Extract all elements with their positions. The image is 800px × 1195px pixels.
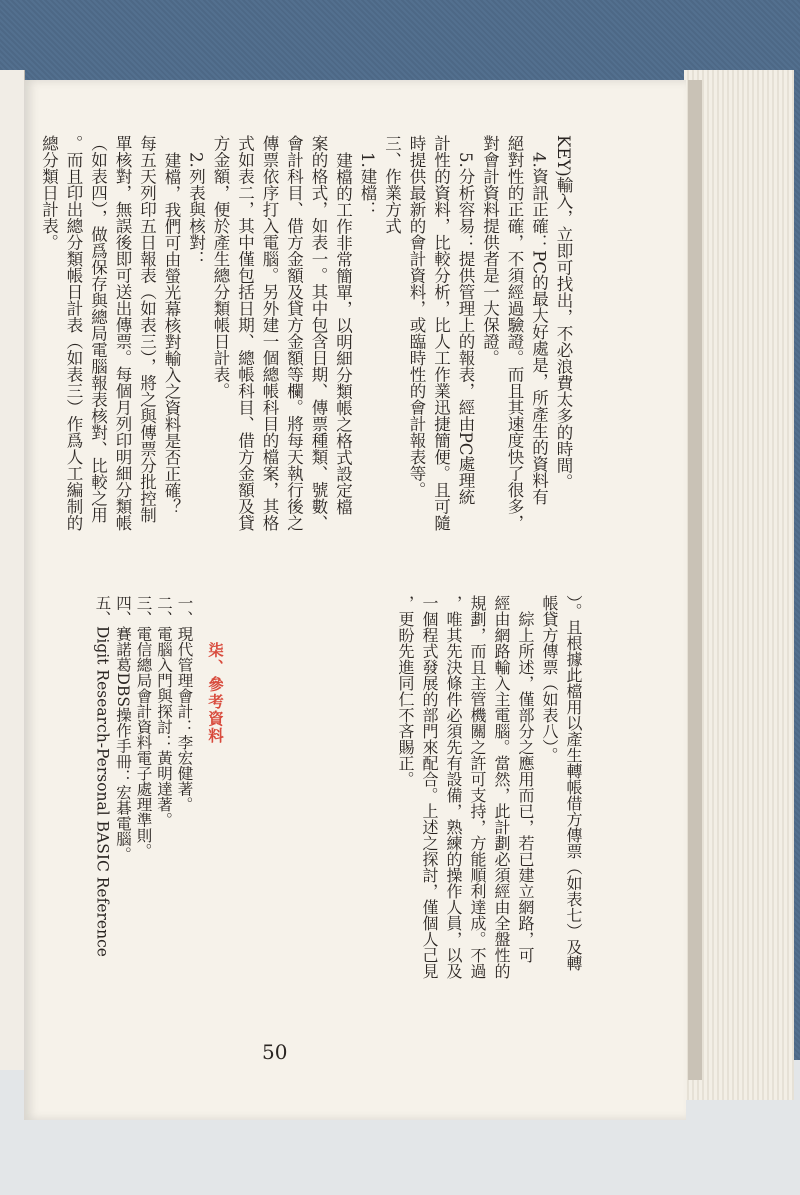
upper-text-column — [40, 135, 575, 555]
upper-line: 單核對，無誤後即可送出傳票。每個月列印明細分類帳 — [113, 135, 132, 531]
upper-line: 傳票依序打入電腦。另外建一個總帳科目的檔案，其格 — [260, 135, 279, 531]
reference-item: 二、電腦入門與探討：黃明達著。 — [155, 595, 173, 828]
reference-item: 四、賽諾葛DBS操作手冊：宏碁電腦。 — [114, 595, 132, 862]
upper-line: 計性的資料，比較分析，比人工作業迅捷簡便。且可隨 — [431, 135, 451, 531]
page-edge-shadow — [688, 80, 702, 1080]
upper-line: 式如表二，其中僅包括日期、總帳科目、借方金額及貸 — [235, 135, 255, 531]
upper-line: 建檔，我們可由螢光幕核對輸入之資料是否正確？ — [162, 151, 181, 515]
reference-item: 三、電信總局會計資料電子處理準則。 — [134, 595, 153, 859]
upper-line: KEY)輸入，立即可找出，不必浪費太多的時間。 — [554, 135, 573, 491]
upper-line: （如表四），做爲保存與總局電腦報表核對、比較之用 — [88, 135, 108, 523]
upper-line: 5.分析容易：提供管理上的報表，經由PC處理統 — [456, 151, 475, 505]
upper-line: 總分類日計表。 — [40, 135, 59, 251]
lower-line: 帳貸方傳票（如表八）。 — [540, 595, 559, 763]
reference-item: 一、現代管理會計：李宏健著。 — [175, 595, 194, 812]
upper-line: 對會計資料提供者是一大保證。 — [480, 135, 500, 366]
upper-line: 方金額，便於產生總分類帳日計表。 — [211, 135, 230, 399]
section-seven-heading: 柒、參考資料 — [206, 641, 225, 744]
lower-line: 一個程式發展的部門來配合。上述之探討，僅個人己見 — [420, 595, 439, 979]
upper-line: 絕對性的正確，不須經過驗證。而且其速度快了很多， — [505, 135, 524, 531]
lower-right-column — [395, 595, 585, 1065]
lower-line: 綜上所述，僅部分之應用而已，若已建立網路，可 — [516, 611, 535, 963]
section-three-heading: 三、作業方式 — [382, 135, 402, 234]
upper-line: 建檔的工作非常簡單，以明細分類帳之格式設定檔 — [333, 151, 353, 515]
upper-line: 。而且印出總分類帳日計表（如表三）作爲人工編制的 — [64, 135, 83, 531]
upper-line: 案的格式，如表一。其中包含日期、傳票種類、號數、 — [309, 135, 328, 531]
upper-line: 4.資訊正確：PC的最大好處是，所產生的資料有 — [529, 151, 549, 505]
lower-line: ，更盼先進同仁不吝賜正。 — [396, 595, 415, 787]
lower-line: ）。且根據此檔用以產生轉帳借方傳票（如表七）及轉 — [564, 595, 583, 971]
upper-line: 會計科目、借方金額及貸方金額等欄。將每天執行後之 — [284, 135, 304, 531]
reference-item: 五、Digit Research-Personal BASIC Reference — [93, 595, 112, 957]
upper-line: 時提供最新的會計資料，或臨時性的會計報表等。 — [407, 135, 426, 498]
references-column — [45, 595, 235, 1035]
upper-line: 1.建檔： — [358, 151, 377, 217]
left-page-text-fragment — [2, 160, 20, 960]
upper-line: 2.列表與核對： — [186, 151, 206, 267]
upper-line: 每五天列印五日報表（如表三），將之與傳票分批控制 — [137, 135, 157, 523]
page-number: 50 — [262, 1040, 288, 1064]
lower-line: 經由網路輸入主電腦。當然，此計劃必須經由全盤性的 — [492, 595, 511, 979]
left-page-sliver — [0, 70, 25, 1070]
lower-line: ，唯其先決條件必須先有設備，熟練的操作人員，以及 — [444, 595, 463, 979]
lower-line: 規劃，而且主管機關之許可支持，方能順利達成。不過 — [468, 595, 487, 979]
